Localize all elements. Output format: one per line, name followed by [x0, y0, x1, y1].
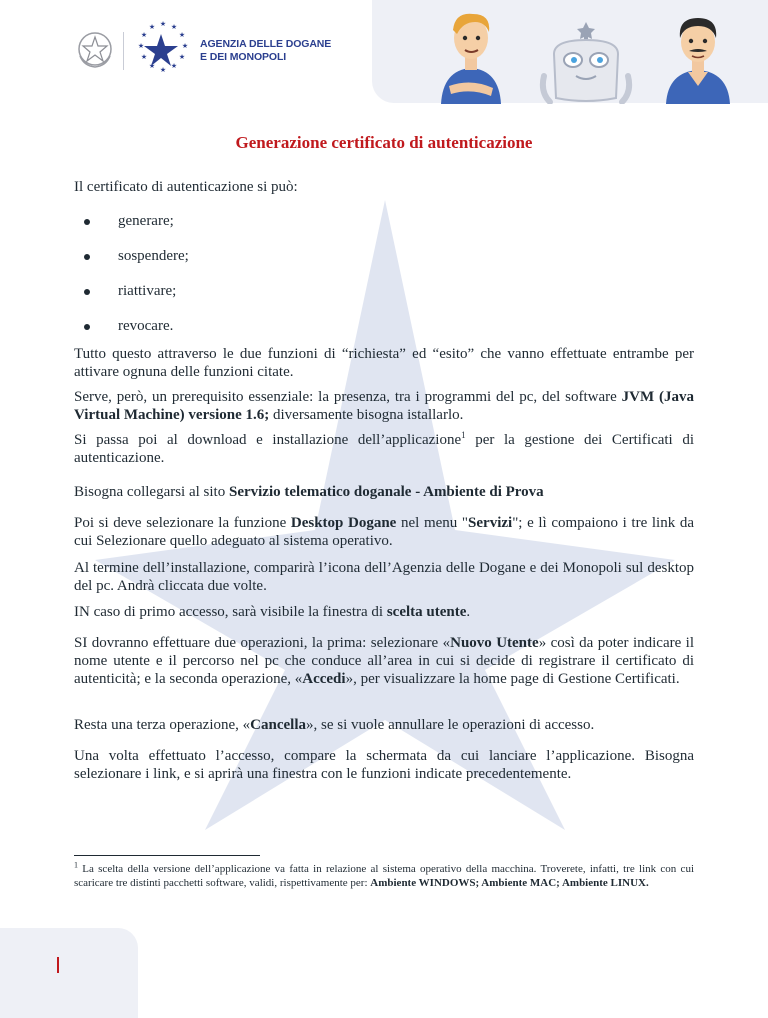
footnote-number: 1 [74, 860, 78, 870]
text: », per visualizzare la home page di Gestione Certificati. [345, 671, 680, 687]
text: SI dovranno effettuare due operazioni, la prima: selezionare « [74, 635, 451, 651]
list-item: generare; [84, 212, 189, 247]
nuovo-utente-label: Nuovo Utente [450, 635, 539, 651]
paragraph-prerequisite [74, 388, 694, 424]
paragraph-cancel [74, 716, 694, 734]
paragraph-operations [74, 634, 694, 688]
svg-text:★: ★ [148, 23, 156, 31]
text: » così da poter indicare il nome utente e il percorso nel pc che conduce all’area in cui si decide di registrare il certificato di autenticità; e la seconda operazione, « [74, 635, 695, 687]
paragraph-first-access [74, 603, 694, 621]
agency-name [200, 38, 331, 64]
paragraph-site [74, 483, 694, 501]
paragraph-installation: Al termine dell’installazione, comparirà l’icona dell’Agenzia delle Dogane e dei Monopoli sul desktop del pc. Andrà cliccata due volte. [74, 560, 694, 594]
svg-text:★: ★ [137, 42, 145, 50]
page-marker [57, 957, 59, 973]
paragraph-after-access: Una volta effettuato l’accesso, compare la schermata da cui lanciare l’applicazione. Bisogna selezionare i link, e si aprirà una finestra con le funzioni indicate precedentemente. [74, 748, 694, 782]
scelta-utente-label: scelta utente [386, 604, 467, 620]
accedi-label: Accedi [302, 671, 346, 687]
text: . [466, 604, 471, 620]
text: IN caso di primo accesso, sarà visibile la finestra di [74, 604, 387, 620]
paragraph-download [74, 431, 694, 467]
service-site-name: Servizio telematico doganale - Ambiente di Prova [228, 484, 544, 500]
actions-list [84, 212, 189, 352]
text: Si passa poi al download e installazione dell’applicazione [74, 432, 462, 448]
cancella-label: Cancella [250, 717, 306, 733]
agency-name-line1: AGENZIA DELLE DOGANE [200, 38, 332, 50]
servizi-label: Servizi [468, 515, 513, 531]
list-item: riattivare; [84, 282, 189, 317]
svg-text:★: ★ [140, 53, 148, 61]
text: », se si vuole annullare le operazioni di accesso. [306, 717, 595, 733]
desktop-dogane-label: Desktop Dogane [290, 515, 397, 531]
mascot-man-mustache-icon [662, 12, 734, 104]
svg-text:★: ★ [170, 23, 178, 31]
list-item: revocare. [84, 317, 189, 352]
text: diversamente bisogna istallarlo. [269, 407, 464, 423]
intro-paragraph: Il certificato di autenticazione si può: [74, 179, 298, 195]
list-item: sospendere; [84, 247, 189, 282]
svg-text:★: ★ [181, 42, 189, 50]
footer-tab [0, 928, 138, 1018]
text: Resta una terza operazione, « [74, 717, 251, 733]
text: "; e lì compaiono i tre link da cui Selezionare quello adeguato al sistema operativo. [74, 515, 695, 549]
header-divider [123, 32, 124, 70]
text: nel menu " [396, 515, 469, 531]
paragraph-desktop-dogane [74, 514, 694, 550]
footnote [74, 860, 694, 890]
jvm-requirement: JVM (Java Virtual Machine) versione 1.6; [74, 389, 694, 423]
text: Poi si deve selezionare la funzione [74, 515, 291, 531]
document-title: Generazione certificato di autenticazione [235, 133, 533, 152]
svg-text:★: ★ [170, 62, 178, 70]
svg-text:★: ★ [178, 31, 186, 39]
paragraph-functions: Tutto questo attraverso le due funzioni di “richiesta” ed “esito” che vanno effettuate entrambe per attivare ognuna delle funzioni citate. [74, 346, 694, 380]
text: Serve, però, un prerequisito essenziale: la presenza, tra i programmi del pc, del software [74, 389, 622, 405]
text: Bisogna collegarsi al sito [74, 484, 229, 500]
agency-star-logo-icon [133, 20, 193, 80]
footnote-separator [74, 855, 260, 856]
svg-text:★: ★ [159, 20, 167, 28]
mascot-robot-icon [530, 14, 642, 104]
svg-text:★: ★ [140, 31, 148, 39]
footnote-environments: Ambiente WINDOWS; Ambiente MAC; Ambiente LINUX. [370, 876, 649, 889]
republic-emblem-icon [74, 28, 116, 70]
agency-name-line2: E DEI MONOPOLI [200, 51, 287, 63]
footnote-reference[interactable]: 1 [461, 430, 466, 440]
svg-text:★: ★ [159, 66, 167, 74]
text: per la gestione dei Certificati di autenticazione. [74, 432, 694, 466]
svg-text:★: ★ [148, 62, 156, 70]
text: La scelta della versione dell’applicazione va fatta in relazione al sistema operativo della macchina. Troverete, infatti, tre link con cui scaricare tre distinti pacchetti software, validi, rispettivamente per: [74, 863, 694, 889]
svg-text:★: ★ [178, 53, 186, 61]
mascot-man-arms-crossed-icon [435, 8, 507, 104]
